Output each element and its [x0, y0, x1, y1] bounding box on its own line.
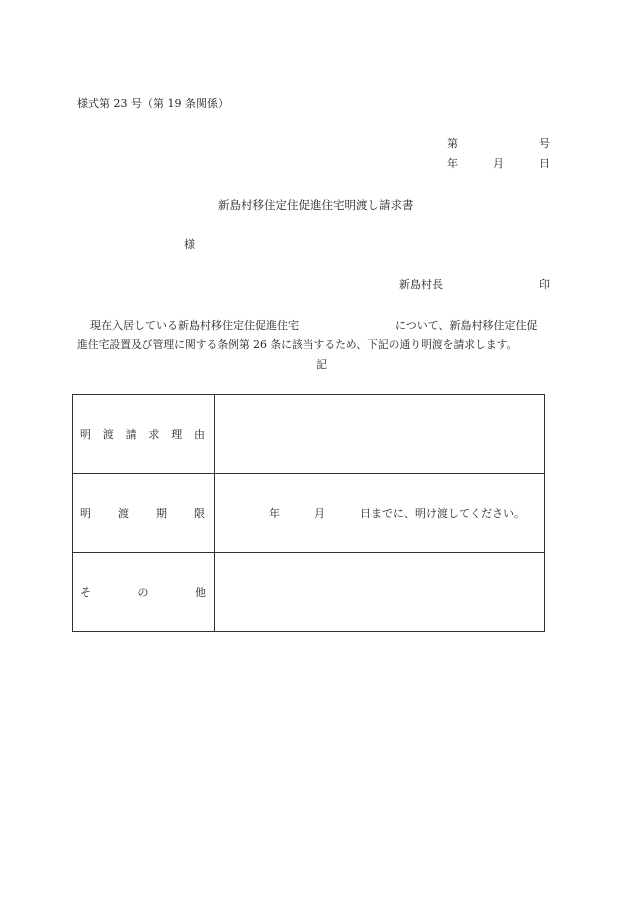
deadline-label-cell: [73, 474, 215, 553]
date-line: [447, 158, 550, 169]
other-label: そ の 他: [80, 586, 206, 599]
document-number-line: [447, 138, 550, 149]
document-number-suffix: 号: [539, 137, 550, 150]
table-row: [73, 395, 545, 474]
reason-value-cell[interactable]: [215, 395, 545, 474]
table-row: [73, 474, 545, 553]
deadline-label: 明 渡 期 限: [80, 507, 205, 520]
other-label-cell: [73, 553, 215, 632]
date-day-label: 日: [539, 157, 550, 170]
deadline-year-label: 年: [269, 507, 280, 520]
deadline-suffix: 日までに、明け渡してください。: [360, 507, 525, 520]
body-line-1-end: について、新島村移住定住促: [395, 319, 538, 332]
other-value-cell[interactable]: [215, 553, 545, 632]
addressee-suffix: 様: [184, 238, 195, 251]
issuer-name: 新島村長: [399, 278, 443, 291]
reason-label: 明 渡 請 求 理 由: [80, 428, 205, 441]
body-line-2: 進住宅設置及び管理に関する条例第 26 条に該当するため、下記の通り明渡を請求します。: [77, 338, 518, 351]
reason-label-cell: [73, 395, 215, 474]
seal-mark: 印: [539, 278, 550, 291]
request-table: [72, 394, 545, 632]
date-month-label: 月: [493, 157, 504, 170]
form-number: 様式第 23 号（第 19 条関係）: [77, 97, 229, 110]
deadline-month-label: 月: [314, 507, 325, 520]
ki-heading: 記: [316, 358, 327, 371]
table-row: [73, 553, 545, 632]
date-year-label: 年: [447, 157, 458, 170]
body-line-1-start: 現在入居している新島村移住定住促進住宅: [90, 319, 299, 332]
document-number-prefix: 第: [447, 137, 458, 150]
document-title: 新島村移住定住促進住宅明渡し請求書: [218, 198, 414, 212]
deadline-value-cell[interactable]: [215, 474, 545, 553]
